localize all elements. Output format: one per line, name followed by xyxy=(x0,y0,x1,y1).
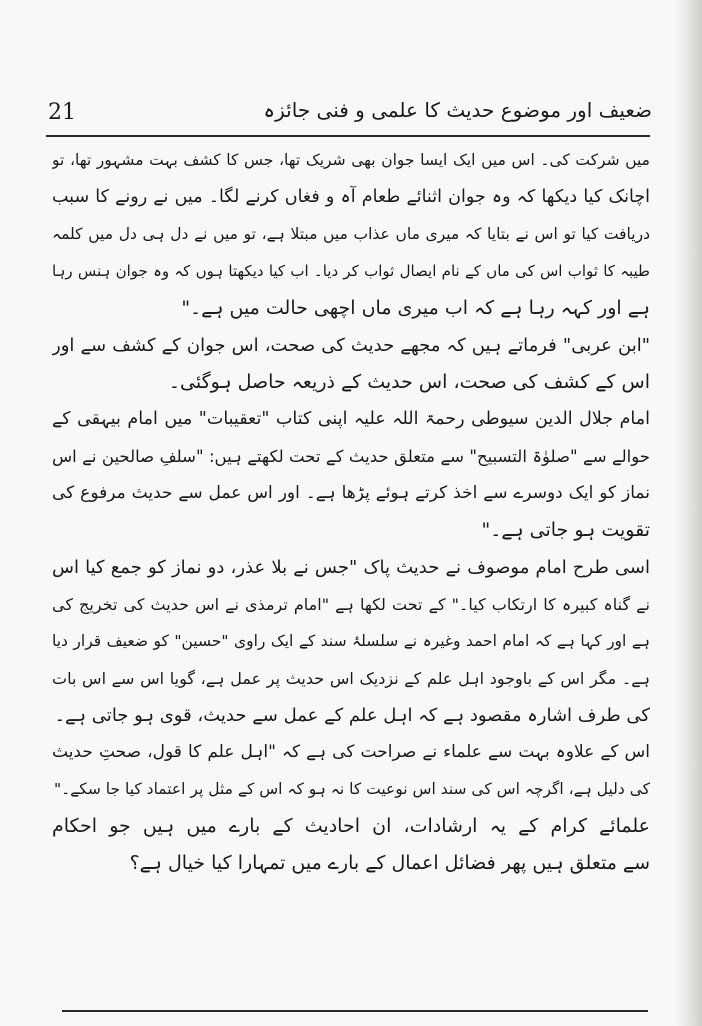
text-line: ہے۔ مگر اس کے باوجود اہل علم کے نزدیک اس حدیث پر عمل ہے، گویا اس سے اس بات xyxy=(52,669,650,688)
text-line: علمائے کرام کے یہ ارشادات، ان احادیث کے بارے میں ہیں جو احکام xyxy=(52,815,650,837)
text-line: کی طرف اشارہ مقصود ہے کہ اہل علم کے عمل سے حدیث، قوی ہو جاتی ہے۔ xyxy=(54,705,650,726)
text-line: اس کے علاوہ بہت سے علماء نے صراحت کی ہے کہ "اہل علم کا قول، صحتِ حدیث xyxy=(52,742,650,762)
text-line: میں شرکت کی۔ اس میں ایک ایسا جوان بھی شریک تھا، جس کا کشف بہت مشہور تھا، تو xyxy=(52,151,650,169)
text-line: اچانک کیا دیکھا کہ وہ جوان اثنائے طعام آہ و فغاں کرنے لگا۔ میں نے رونے کا سبب xyxy=(52,187,650,207)
text-line: دریافت کیا تو اس نے بتایا کہ میری ماں عذاب میں مبتلا ہے، تو میں نے دل ہی دل میں کلمہ xyxy=(52,225,650,243)
text-line: تقویت ہو جاتی ہے۔" xyxy=(481,519,650,541)
footer-rule xyxy=(62,1010,648,1012)
text-line: ہے اور کہہ رہا ہے کہ اب میری ماں اچھی حالت میں ہے۔" xyxy=(181,297,650,319)
text-line: طیبہ کا ثواب اس کی ماں کے نام ایصال ثواب کر دیا۔ اب کیا دیکھتا ہوں کہ وہ جوان ہنس رہا xyxy=(52,262,650,280)
page-number: 21 xyxy=(48,100,76,125)
header-rule xyxy=(46,135,650,137)
text-line: امام جلال الدین سیوطی رحمۃ اللہ علیہ اپنی کتاب "تعقیبات" میں امام بیہقی کے xyxy=(52,409,650,429)
page-body-text xyxy=(52,142,650,882)
text-line: ہے اور کہا ہے کہ امام احمد وغیرہ نے سلسلۂ سند کے ایک راوی "حسین" کو ضعیف قرار دیا xyxy=(52,632,650,650)
text-line: سے متعلق ہیں پھر فضائل اعمال کے بارے میں تمہارا کیا خیال ہے؟ xyxy=(129,852,650,874)
page-header xyxy=(40,92,652,132)
text-line: حوالے سے "صلوٰۃ التسبیح" سے متعلق حدیث کے تحت لکھتے ہیں: "سلفِ صالحین نے اس xyxy=(52,447,650,466)
running-head-title: ضعیف اور موضوع حدیث کا علمی و فنی جائزہ xyxy=(263,98,652,122)
text-line: نے گناہ کبیرہ کا ارتکاب کیا۔" کے تحت لکھا ہے "امام ترمذی نے اس حدیث کی تخریج کی xyxy=(52,595,650,614)
text-line: نماز کو ایک دوسرے سے اخذ کرتے ہوئے پڑھا ہے۔ اور اس عمل سے حدیث مرفوع کی xyxy=(52,483,650,503)
text-line: اس کے کشف کی صحت، اس حدیث کے ذریعہ حاصل ہوگئی۔ xyxy=(168,371,650,393)
text-line: کی دلیل ہے، اگرچہ اس کی سند اس نوعیت کا نہ ہو کہ اس کے مثل پر اعتماد کیا جا سکے۔" xyxy=(53,780,650,798)
text-line: "ابن عربی" فرماتے ہیں کہ مجھے حدیث کی صحت، اس جوان کے کشف سے اور xyxy=(52,335,650,356)
page-edge-shadow xyxy=(676,0,702,1026)
text-line: اسی طرح امام موصوف نے حدیث پاک "جس نے بلا عذر، دو نماز کو جمع کیا اس xyxy=(52,557,650,578)
